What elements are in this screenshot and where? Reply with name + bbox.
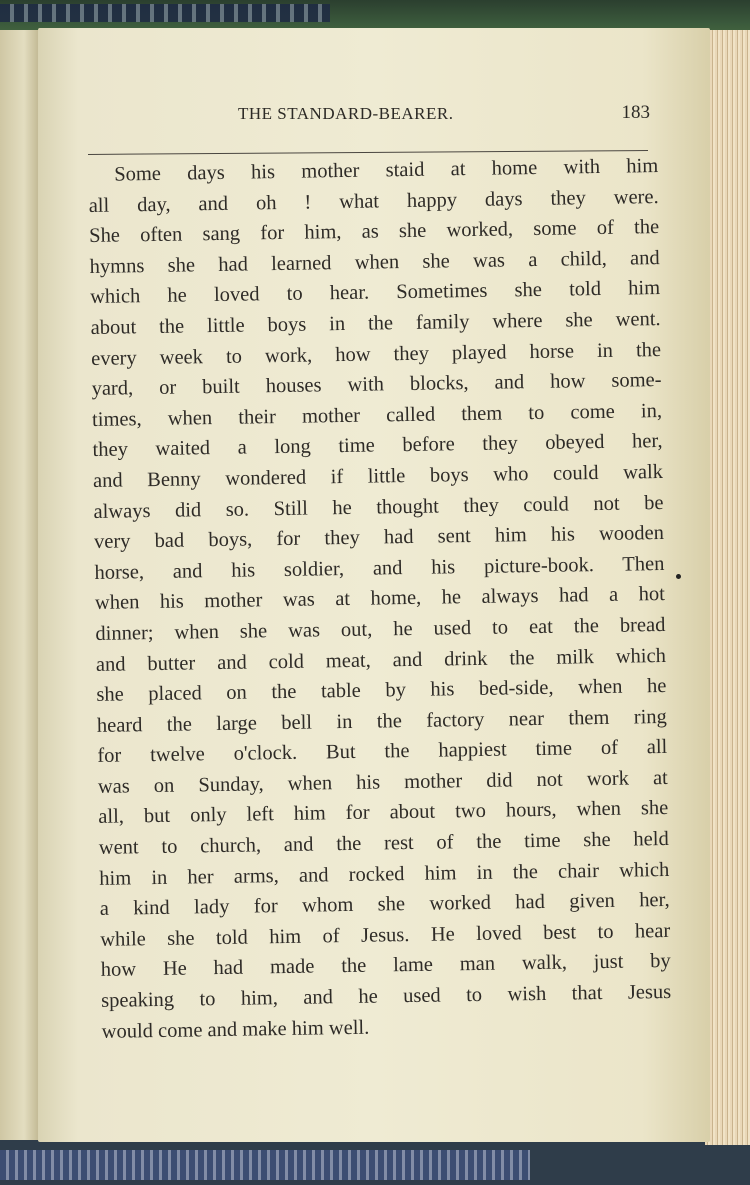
text-line: horse, and his soldier, and his picture-book. Then: [94, 552, 665, 584]
cover-pattern-bottom: [0, 1150, 530, 1180]
text-line: was on Sunday, when his mother did not work at: [97, 766, 668, 798]
text-line: how He had made the lame man walk, just by: [100, 950, 671, 982]
page-number: 183: [621, 102, 650, 123]
text-line: for twelve o'clock. But the happiest time of all: [97, 736, 668, 768]
text-line: times, when their mother called them to come in,: [91, 399, 663, 431]
text-line: they waited a long time before they obeyed her,: [92, 430, 663, 462]
text-line: about the little boys in the family where she went.: [90, 307, 661, 339]
page-block-edges: [705, 30, 750, 1145]
text-line: hymns she had learned when she was a child, and: [89, 246, 660, 278]
text-line: She often sang for him, as she worked, some of the: [89, 216, 660, 248]
text-line: when his mother was at home, he always had a hot: [94, 583, 666, 615]
text-line: dinner; when she was out, he used to eat the bread: [95, 613, 666, 645]
text-line: yard, or built houses with blocks, and how some-: [91, 369, 662, 401]
ink-speck: [676, 574, 681, 579]
text-line: all, but only left him for about two hours, when she: [98, 797, 669, 829]
text-line: every week to work, how they played horse in the: [90, 338, 662, 370]
text-line: Some days his mother staid at home with him: [114, 155, 659, 186]
text-line: heard the large bell in the factory near them ring: [96, 705, 667, 737]
text-line: very bad boys, for they had sent him his wooden: [93, 522, 665, 554]
text-line: all day, and oh ! what happy days they were.: [88, 185, 659, 217]
text-line: always did so. Still he thought they could not be: [93, 491, 664, 523]
text-line: went to church, and the rest of the time she held: [98, 828, 669, 859]
page-header: [88, 104, 650, 134]
text-line: would come and make him well.: [101, 1016, 370, 1043]
text-line: she placed on the table by his bed-side, when he: [96, 675, 667, 707]
facing-page-edge: [0, 30, 40, 1140]
text-line: and Benny wondered if little boys who could walk: [92, 460, 664, 492]
text-line: him in her arms, and rocked him in the chair which: [99, 858, 670, 890]
page-body-text: [88, 151, 672, 1047]
running-head: THE STANDARD-BEARER.: [238, 104, 454, 123]
text-line: speaking to him, and he used to wish that Jesus: [101, 980, 672, 1012]
cover-pattern-top: [0, 4, 330, 22]
text-line: and butter and cold meat, and drink the milk which: [95, 644, 667, 676]
text-line: while she told him of Jesus. He loved best to hear: [100, 919, 671, 951]
text-line: a kind lady for whom she worked had given her,: [99, 889, 670, 921]
text-line: which he loved to hear. Sometimes she told him: [89, 277, 661, 309]
